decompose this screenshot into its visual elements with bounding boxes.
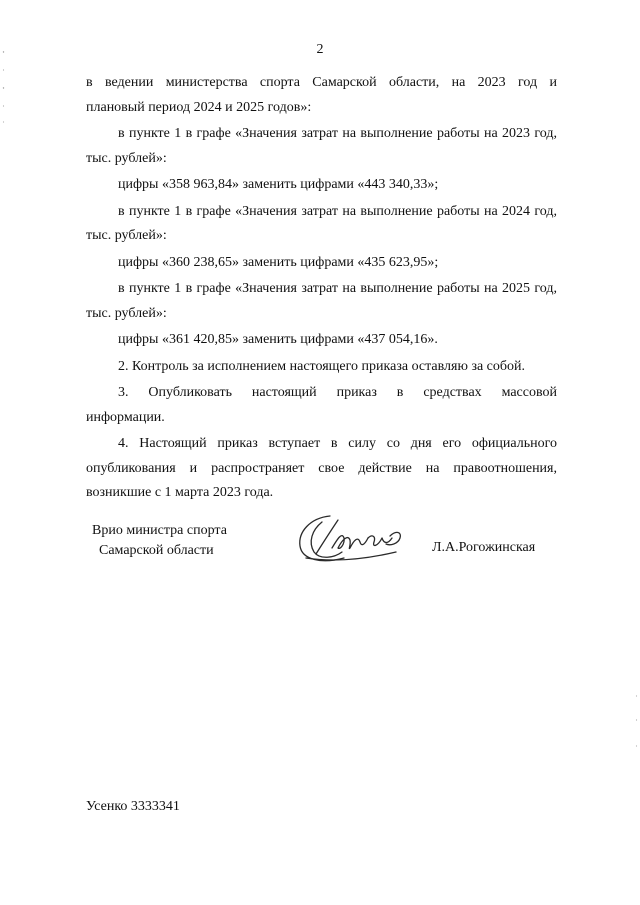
document-body [86, 71, 557, 506]
paragraph-continuation-line2: плановый период 2024 и 2025 годов»: [86, 99, 312, 115]
paragraph-item-2025-column: в пункте 1 в графе «Значения затрат на выполнение работы на 2025 год, тыс. рублей»: [86, 281, 557, 321]
paragraph-continuation-line1: в ведении министерства спорта Самарской области, на 2023 год и [86, 75, 557, 90]
paragraph-item-2023-column: в пункте 1 в графе «Значения затрат на выполнение работы на 2023 год, тыс. рублей»: [86, 126, 557, 166]
paragraph-effective-date: 4. Настоящий приказ вступает в силу со дня его официального опубликования и распространяет свое действие на правоотношения, возникшие с 1 марта 2023 года. [86, 436, 557, 500]
paragraph-item-2024-column: в пункте 1 в графе «Значения затрат на выполнение работы на 2024 год, тыс. рублей»: [86, 203, 557, 243]
signatory-name: Л.А.Рогожинская [432, 540, 536, 555]
paragraph-replace-2025: цифры «361 420,85» заменить цифрами «437 054,16». [118, 332, 438, 347]
signatory-position-line1: Врио министра спорта [92, 523, 227, 538]
signatory-position-line2: Самарской области [99, 543, 214, 558]
executor-note: Усенко 3333341 [86, 799, 180, 814]
signatory-position [92, 521, 227, 561]
handwritten-signature [292, 508, 407, 570]
paragraph-publish-line1: 3. Опубликовать настоящий приказ в средствах массовой [118, 385, 557, 400]
page-number: 2 [316, 42, 324, 57]
scan-margin-marks [2, 48, 5, 128]
scan-margin-marks-right [635, 690, 638, 760]
paragraph-publish-line2: информации. [86, 409, 165, 425]
paragraph-control: 2. Контроль за исполнением настоящего приказа оставляю за собой. [118, 358, 526, 374]
paragraph-replace-2023: цифры «358 963,84» заменить цифрами «443 340,33»; [118, 177, 439, 192]
paragraph-replace-2024: цифры «360 238,65» заменить цифрами «435 623,95»; [118, 254, 439, 270]
